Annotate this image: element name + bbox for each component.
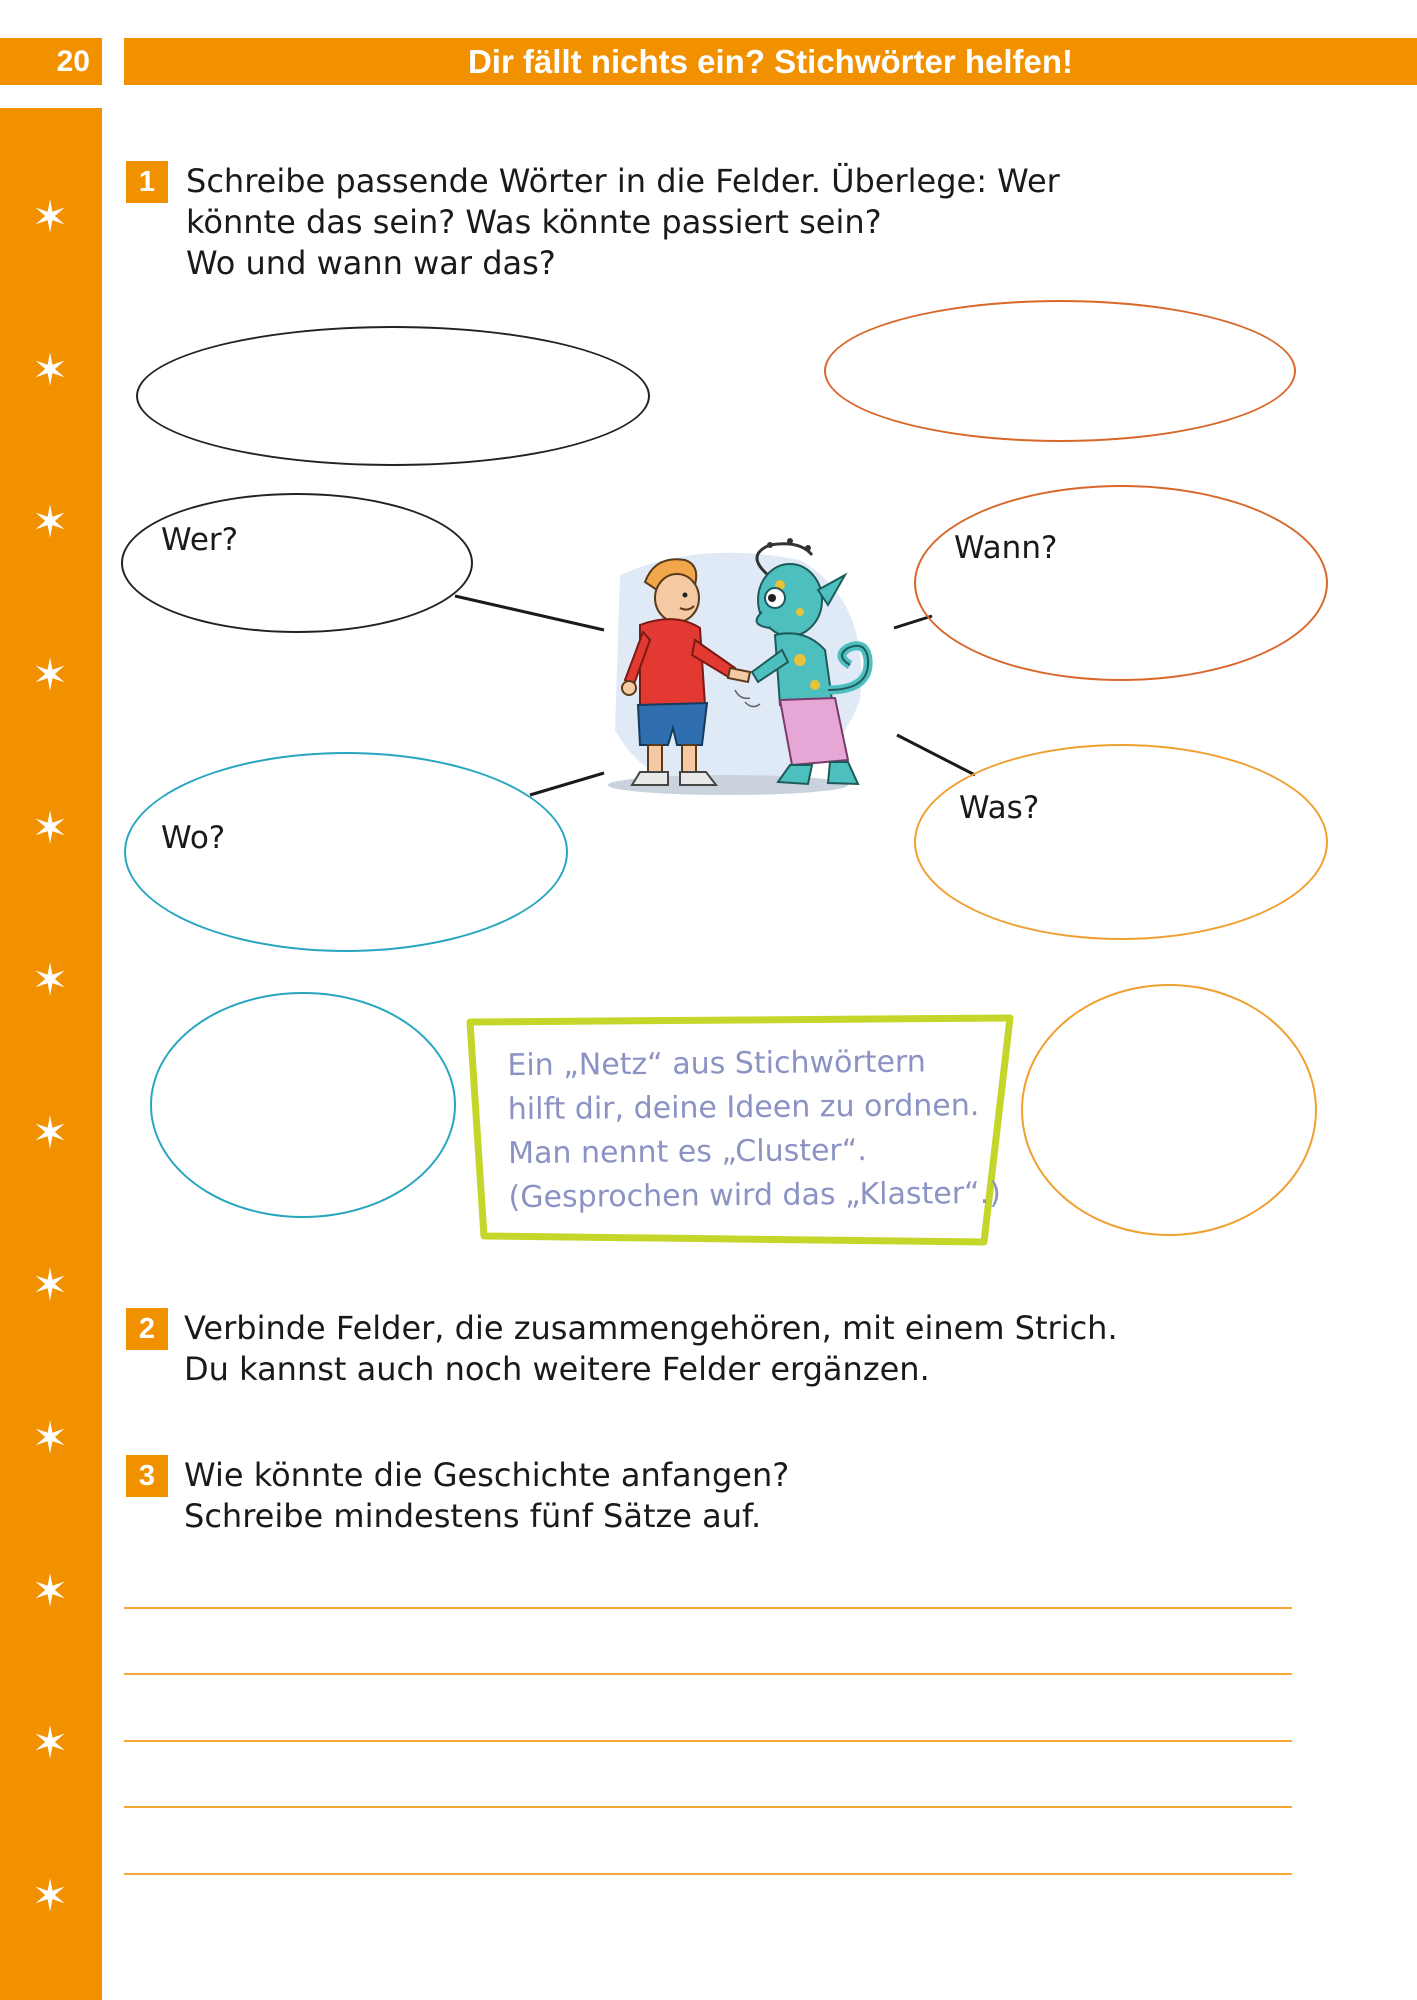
task-3-number: 3 xyxy=(126,1455,168,1497)
task-2-number: 2 xyxy=(126,1308,168,1350)
writing-line[interactable] xyxy=(124,1607,1292,1609)
task-1-line: könnte das sein? Was könnte passiert sein? xyxy=(186,203,882,241)
star-icon: ✶ xyxy=(31,650,69,701)
writing-line[interactable] xyxy=(124,1673,1292,1675)
task-2-line: Verbinde Felder, die zusammengehören, mit einem Strich. xyxy=(184,1309,1118,1347)
connector-line-wo xyxy=(530,773,604,795)
tip-line: Ein „Netz“ aus Stichwörtern xyxy=(507,1044,926,1084)
page-number: 20 xyxy=(0,38,102,85)
tip-box-text xyxy=(507,1040,1001,1220)
writing-line[interactable] xyxy=(124,1806,1292,1808)
task-1-line: Schreibe passende Wörter in die Felder. Überlege: Wer xyxy=(186,162,1060,200)
tip-line: hilft dir, deine Ideen zu ordnen. xyxy=(507,1088,980,1128)
oval-label-wer: Wer? xyxy=(161,522,239,558)
oval-wer[interactable] xyxy=(121,493,473,633)
tip-line: Man nennt es „Cluster“. xyxy=(508,1133,868,1172)
task-3-instruction xyxy=(184,1455,789,1537)
empty-oval-bottom-left[interactable] xyxy=(150,992,456,1218)
oval-was[interactable] xyxy=(914,744,1328,940)
star-icon: ✶ xyxy=(31,1108,69,1159)
star-icon: ✶ xyxy=(31,497,69,548)
star-icon: ✶ xyxy=(31,803,69,854)
boy-and-alien-handshake-illustration xyxy=(608,538,868,795)
task-2-instruction xyxy=(184,1308,1118,1390)
oval-label-wann: Wann? xyxy=(954,530,1058,566)
oval-wann[interactable] xyxy=(914,485,1328,681)
oval-label-wo: Wo? xyxy=(161,820,226,856)
connector-line-was xyxy=(897,735,975,775)
writing-line[interactable] xyxy=(124,1873,1292,1875)
star-icon: ✶ xyxy=(31,192,69,243)
task-1-number: 1 xyxy=(126,161,168,203)
empty-oval-bottom-right[interactable] xyxy=(1021,984,1317,1236)
task-3-line: Schreibe mindestens fünf Sätze auf. xyxy=(184,1497,762,1535)
connector-line-wer xyxy=(455,596,604,630)
tip-line: (Gesprochen wird das „Klaster“.) xyxy=(508,1175,1002,1216)
connector-line-wann xyxy=(894,616,932,628)
task-3-line: Wie könnte die Geschichte anfangen? xyxy=(184,1456,790,1494)
star-icon: ✶ xyxy=(31,1260,69,1311)
empty-oval-top-left[interactable] xyxy=(136,326,650,466)
task-2-line: Du kannst auch noch weitere Felder ergänzen. xyxy=(184,1350,930,1388)
writing-line[interactable] xyxy=(124,1740,1292,1742)
star-icon: ✶ xyxy=(31,1718,69,1769)
page-title: Dir fällt nichts ein? Stichwörter helfen! xyxy=(124,38,1417,85)
star-icon: ✶ xyxy=(31,1871,69,1922)
task-1-line: Wo und wann war das? xyxy=(186,244,556,282)
oval-label-was: Was? xyxy=(959,790,1040,826)
star-icon: ✶ xyxy=(31,345,69,396)
star-icon: ✶ xyxy=(31,1413,69,1464)
star-icon: ✶ xyxy=(31,1566,69,1617)
empty-oval-top-right[interactable] xyxy=(824,300,1296,442)
star-icon: ✶ xyxy=(31,955,69,1006)
